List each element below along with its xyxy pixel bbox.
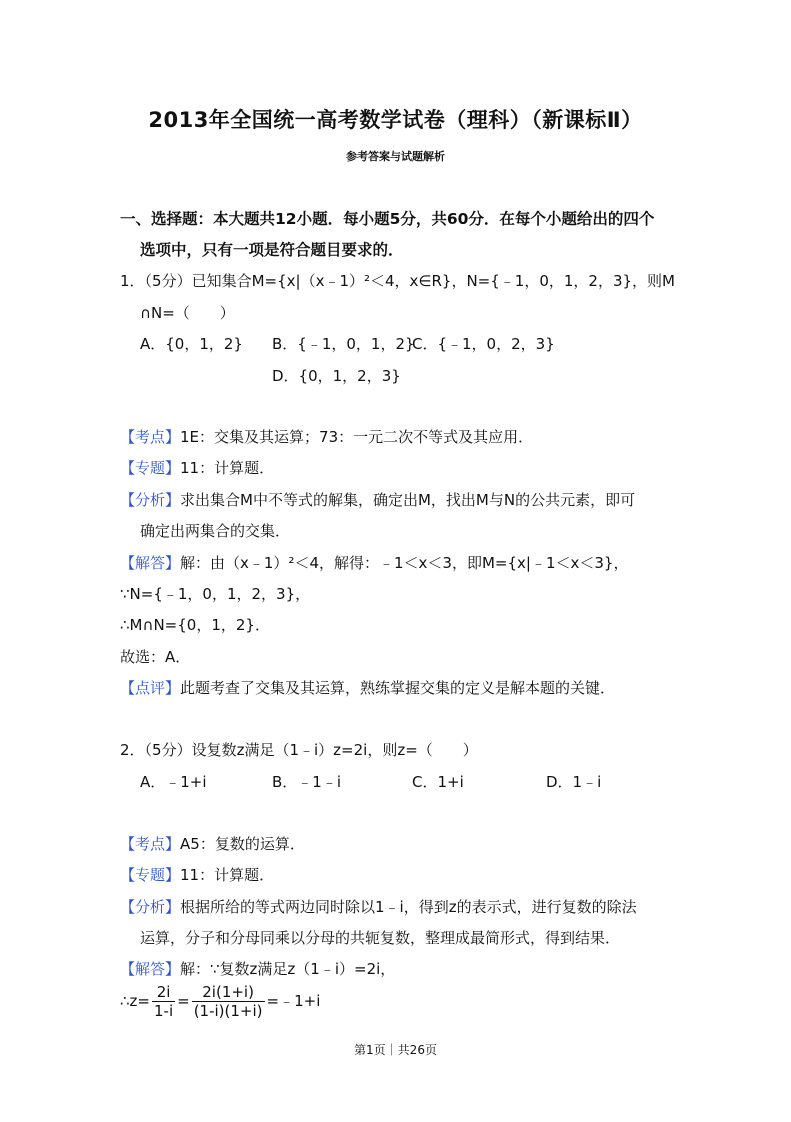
- formula-prefix: ∴z=: [120, 992, 150, 1010]
- zhuanti-tag: 【专题】: [120, 459, 181, 477]
- fenxi-text-line1: 根据所给的等式两边同时除以1﹣i，得到z的表示式，进行复数的除法: [180, 898, 637, 916]
- zhuanti-text: 11：计算题．: [180, 866, 275, 884]
- section-heading-line2: 选项中，只有一项是符合题目要求的．: [140, 241, 404, 259]
- q2-zhuanti: [120, 864, 274, 885]
- q2-stem: 2．（5分）设复数z满足（1﹣i）z=2i，则z=（ ）: [120, 741, 478, 759]
- q2-fenxi: [120, 896, 637, 917]
- dianping-tag: 【点评】: [120, 679, 181, 697]
- q1-fenxi: [120, 489, 635, 510]
- page-title: 2013年全国统一高考数学试卷（理科）（新课标Ⅱ）: [148, 108, 643, 132]
- q2-option-b: B．﹣1﹣i: [272, 773, 342, 791]
- q1-jieda-line2: ∵N={﹣1，0，1，2，3}，: [120, 585, 311, 603]
- q1-stem-line2: ∩N=（ ）: [140, 304, 235, 322]
- fenxi-tag: 【分析】: [120, 898, 181, 916]
- q2-option-a: A．﹣1+i: [140, 773, 207, 791]
- q2-option-d: D．1﹣i: [546, 773, 602, 791]
- section-heading-line1: 一、选择题：本大题共12小题．每小题5分，共60分．在每个小题给出的四个: [120, 210, 655, 228]
- q1-jieda-line3: ∴M∩N={0，1，2}．: [120, 616, 270, 634]
- formula-result: =﹣1+i: [266, 992, 321, 1010]
- q2-formula: [120, 983, 320, 1020]
- fraction-1-denominator: 1-i: [154, 1002, 174, 1020]
- fraction-1-numerator: 2i: [152, 983, 175, 1002]
- q1-fenxi-line2: 确定出两集合的交集．: [140, 522, 291, 540]
- jieda-text-line1: 解：由（x﹣1）²＜4，解得：﹣1＜x＜3，即M={x|﹣1＜x＜3}，: [180, 554, 629, 572]
- zhuanti-text: 11：计算题．: [180, 459, 275, 477]
- page-subtitle: 参考答案与试题解析: [346, 150, 445, 163]
- zhuanti-tag: 【专题】: [120, 866, 181, 884]
- jieda-tag: 【解答】: [120, 960, 181, 978]
- fenxi-tag: 【分析】: [120, 491, 181, 509]
- kaodian-text: 1E：交集及其运算；73：一元二次不等式及其应用．: [180, 428, 534, 446]
- fraction-2-denominator: (1-i)(1+i): [193, 1002, 263, 1020]
- q1-option-b: B．{﹣1，0，1，2}: [272, 335, 415, 353]
- fraction-1: [152, 983, 175, 1020]
- dianping-text: 此题考查了交集及其运算，熟练掌握交集的定义是解本题的关键．: [180, 679, 616, 697]
- q1-zhuanti: [120, 457, 274, 478]
- kaodian-text: A5：复数的运算．: [180, 835, 305, 853]
- q1-option-d: D．{0，1，2，3}: [272, 367, 401, 385]
- q1-option-a: A．{0，1，2}: [140, 335, 243, 353]
- fenxi-text-line1: 求出集合M中不等式的解集，确定出M，找出M与N的公共元素，即可: [180, 491, 636, 509]
- q1-jieda: [120, 552, 628, 573]
- page-footer: 第1页｜共26页: [354, 1043, 437, 1057]
- q1-kaodian: [120, 426, 533, 447]
- q2-jieda: [120, 958, 395, 979]
- formula-equals: =: [177, 992, 190, 1010]
- q1-option-c: C．{﹣1，0，2，3}: [412, 335, 555, 353]
- jieda-text-line1: 解：∵复数z满足z（1﹣i）=2i，: [180, 960, 396, 978]
- q1-stem-line1: 1．（5分）已知集合M={x|（x﹣1）²＜4，x∈R}，N={﹣1，0，1，2，3}，则M: [120, 272, 675, 290]
- fraction-2-numerator: 2i(1+i): [192, 983, 265, 1002]
- kaodian-tag: 【考点】: [120, 428, 181, 446]
- q2-fenxi-line2: 运算，分子和分母同乘以分母的共轭复数，整理成最简形式，得到结果．: [140, 929, 621, 947]
- q1-jieda-line4: 故选：A．: [120, 648, 191, 666]
- jieda-tag: 【解答】: [120, 554, 181, 572]
- q1-dianping: [120, 677, 615, 698]
- q2-option-c: C．1+i: [412, 773, 464, 791]
- fraction-2: [192, 983, 265, 1020]
- kaodian-tag: 【考点】: [120, 835, 181, 853]
- q2-kaodian: [120, 833, 305, 854]
